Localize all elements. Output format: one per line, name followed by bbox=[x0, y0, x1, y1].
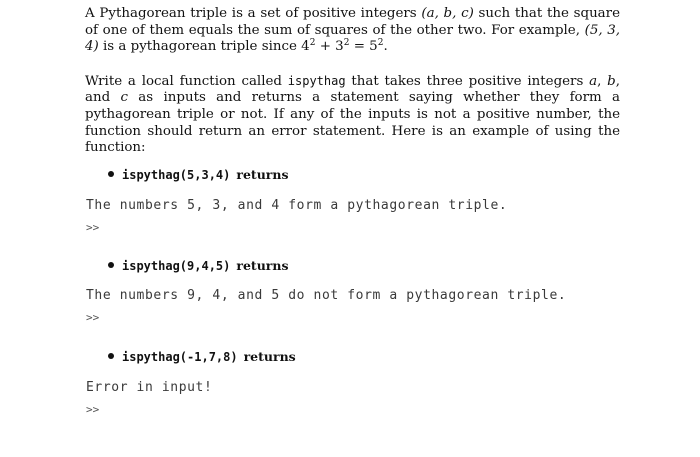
bullet-dot bbox=[108, 262, 114, 268]
example-call-1: ispythag(5,3,4) bbox=[122, 168, 231, 182]
intro-text-3: is a pythagorean triple since bbox=[98, 39, 302, 55]
equation-exp-b: 2 bbox=[343, 38, 350, 49]
example-prompt-1: >> bbox=[86, 221, 100, 234]
function-name: ispythag bbox=[287, 73, 346, 88]
bullet-dot bbox=[108, 171, 114, 177]
tuple-abc: (a, b, c) bbox=[421, 6, 474, 21]
intro-text-2: such that the square of one of them equals the sum of squares of the other two. For example, bbox=[85, 6, 620, 38]
equation-term-a: 4 bbox=[301, 39, 310, 55]
var-b: b bbox=[607, 73, 616, 89]
equation-plus: + bbox=[315, 39, 336, 55]
task-comma: , bbox=[597, 73, 608, 89]
equation-term-b: 3 bbox=[335, 39, 344, 55]
equation-end: . bbox=[383, 39, 388, 55]
task-paragraph bbox=[85, 73, 620, 157]
intro-text-1: A Pythagorean triple is a set of positive integers bbox=[85, 6, 422, 21]
example-output-1: The numbers 5, 3, and 4 form a pythagorean triple. bbox=[86, 198, 508, 213]
equation-equals: = bbox=[349, 39, 370, 55]
example-output-3: Error in input! bbox=[86, 380, 213, 395]
intro-paragraph bbox=[85, 6, 620, 56]
equation-exp-a: 2 bbox=[309, 38, 316, 49]
task-text-2: that takes three positive integers bbox=[345, 73, 590, 89]
bullet-dot bbox=[108, 353, 114, 359]
example-returns-2: returns bbox=[236, 258, 289, 273]
task-text-1: Write a local function called bbox=[85, 73, 288, 89]
equation-term-c: 5 bbox=[369, 39, 378, 55]
task-text-4: as inputs and returns a statement saying whether they form a pythagorean triple or not. If any of the inputs is not a positive number, the function should return an error statement. Here is an example of using the function: bbox=[85, 90, 621, 156]
document-body bbox=[85, 6, 620, 157]
example-returns-3: returns bbox=[243, 349, 296, 364]
var-c: c bbox=[120, 90, 128, 106]
example-bullet-1 bbox=[108, 167, 289, 182]
example-prompt-2: >> bbox=[86, 311, 100, 324]
example-bullet-2 bbox=[108, 258, 289, 273]
example-bullet-3 bbox=[108, 349, 296, 364]
tuple-example: (5, 3, 4) bbox=[85, 22, 620, 55]
task-text-3: , and bbox=[85, 73, 620, 106]
example-returns-1: returns bbox=[236, 167, 289, 182]
example-call-3: ispythag(-1,7,8) bbox=[122, 350, 238, 364]
example-call-2: ispythag(9,4,5) bbox=[122, 259, 231, 273]
var-a: a bbox=[589, 73, 598, 89]
equation-exp-c: 2 bbox=[377, 38, 384, 49]
example-prompt-3: >> bbox=[86, 403, 100, 416]
example-output-2: The numbers 9, 4, and 5 do not form a pythagorean triple. bbox=[86, 288, 567, 303]
